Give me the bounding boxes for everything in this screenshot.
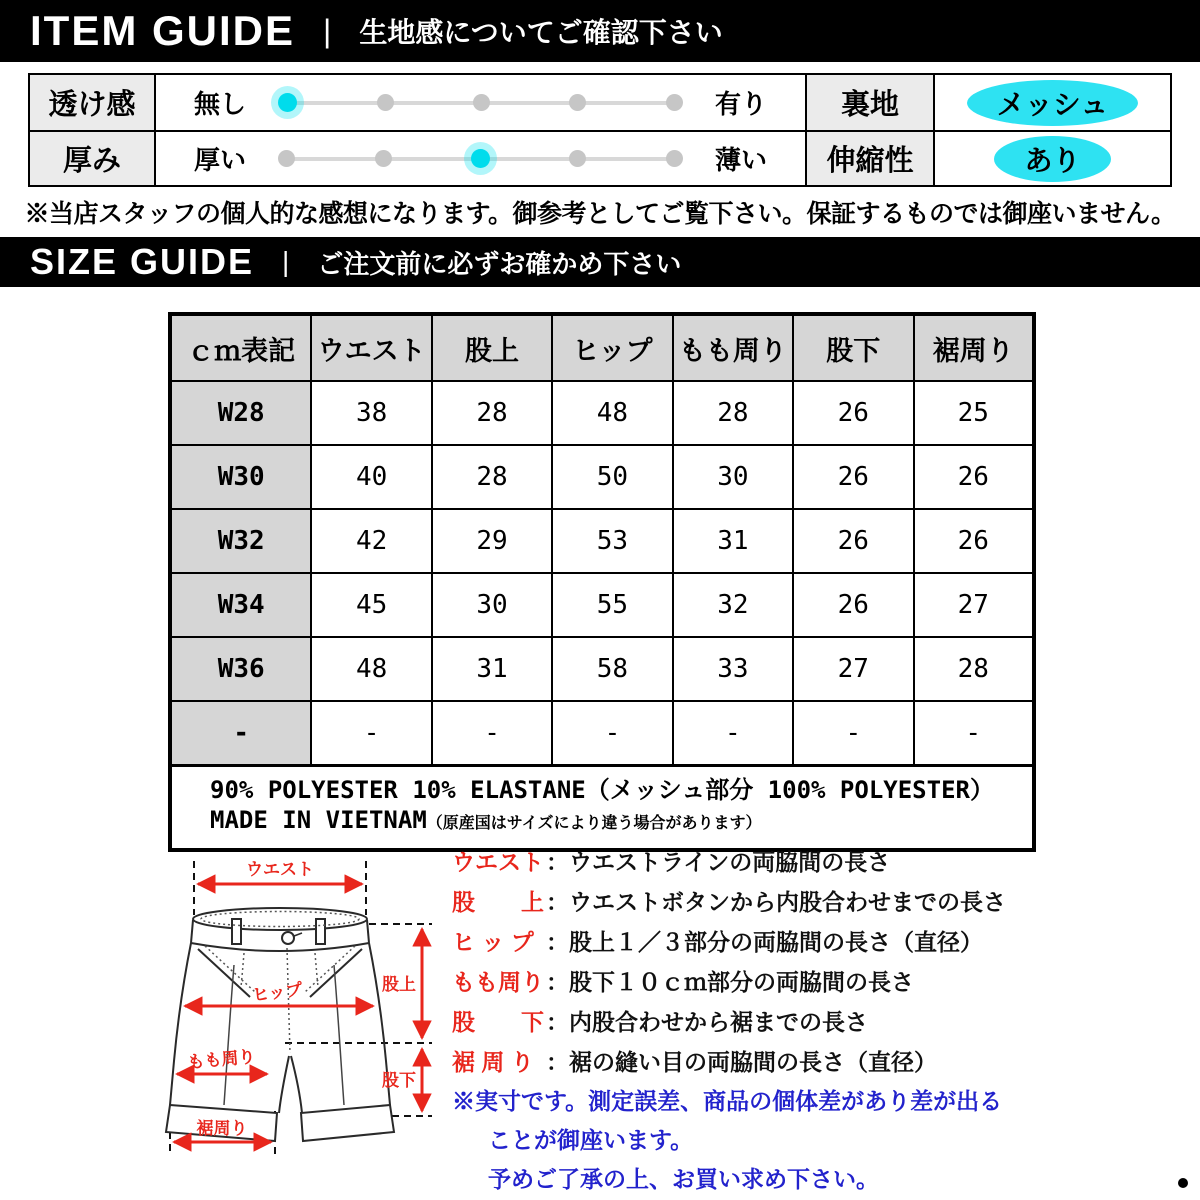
- slider-dot: [278, 150, 295, 167]
- size-row: [170, 445, 1034, 509]
- shorts-outline: [166, 908, 394, 1141]
- size-cell: 28: [673, 381, 793, 445]
- size-cell: 26: [914, 509, 1035, 573]
- shorts-diagram-svg: [148, 853, 460, 1167]
- size-cell: 26: [914, 445, 1035, 509]
- definition-description: ：股上１／３部分の両脇間の長さ（直径）: [546, 929, 983, 955]
- size-row: [170, 509, 1034, 573]
- size-cell: 28: [432, 381, 552, 445]
- size-row-label: W34: [170, 573, 311, 637]
- item-guide-title: ITEM GUIDE: [30, 7, 296, 54]
- size-column-header: もも周り: [673, 314, 793, 381]
- size-cell: 53: [552, 509, 672, 573]
- measurement-definition: [452, 1002, 1158, 1042]
- size-cell: 42: [311, 509, 431, 573]
- size-column-header: 裾周り: [914, 314, 1035, 381]
- attr-label-lining: 裏地: [805, 75, 933, 130]
- diagram-label-hem: 裾周り: [196, 1119, 248, 1138]
- size-cell: -: [914, 701, 1035, 766]
- size-cell: -: [552, 701, 672, 766]
- measurement-definition: [452, 882, 1158, 922]
- size-row: [170, 381, 1034, 445]
- measurement-definition: [452, 1042, 1158, 1082]
- size-column-header: 股上: [432, 314, 552, 381]
- actual-size-disclaimer-line: ※実寸です。測定誤差、商品の個体差があり差が出る: [452, 1088, 1003, 1114]
- attr-value-highlight-lining: メッシュ: [967, 80, 1138, 126]
- size-table-header-row: [170, 314, 1034, 381]
- banner-separator: |: [282, 246, 290, 277]
- size-column-header: 股下: [793, 314, 913, 381]
- scale-left-label: 無し: [194, 89, 247, 119]
- size-cell: 33: [673, 637, 793, 701]
- thickness-scale-row: [154, 130, 805, 185]
- size-cell: 27: [793, 637, 913, 701]
- attr-value-cell-stretch: [933, 130, 1170, 185]
- slider-dot-active: [471, 149, 490, 168]
- attr-value-highlight-stretch: あり: [994, 136, 1110, 182]
- size-guide-title: SIZE GUIDE: [30, 241, 255, 282]
- size-cell: -: [793, 701, 913, 766]
- size-cell: 26: [793, 381, 913, 445]
- diagram-label-thigh: もも周り: [186, 1047, 257, 1072]
- size-cell: -: [432, 701, 552, 766]
- size-guide-banner: [0, 237, 1200, 287]
- size-row-label: W32: [170, 509, 311, 573]
- size-row-label: -: [170, 701, 311, 766]
- measurement-definitions: [452, 842, 1158, 1199]
- size-cell: 32: [673, 573, 793, 637]
- size-column-header: ウエスト: [311, 314, 431, 381]
- slider-dot: [375, 150, 392, 167]
- corner-dot: [1178, 1178, 1188, 1188]
- thickness-scale-slider: [274, 132, 687, 185]
- size-row: [170, 637, 1034, 701]
- diagram-label-inseam: 股下: [382, 1071, 416, 1090]
- definition-term: 股 下: [452, 1009, 544, 1035]
- size-guide-subtitle: ご注文前に必ずお確かめ下さい: [317, 248, 682, 279]
- size-row-label: W36: [170, 637, 311, 701]
- definition-description: ：股下１０ｃｍ部分の両脇間の長さ: [546, 969, 914, 995]
- measurement-definition: [452, 922, 1158, 962]
- scale-right-label: 有り: [714, 89, 767, 119]
- material-composition: 90% POLYESTER 10% ELASTANE（メッシュ部分 100% POLYESTER）: [210, 776, 994, 804]
- size-table-wrap: [168, 312, 1036, 852]
- diagram-label-waist: ウエスト: [246, 860, 314, 879]
- size-cell: 50: [552, 445, 672, 509]
- size-cell: -: [311, 701, 431, 766]
- size-cell: 28: [914, 637, 1035, 701]
- size-cell: 26: [793, 509, 913, 573]
- size-table: [168, 312, 1036, 852]
- slider-dot: [377, 94, 394, 111]
- fabric-row-label-sheerness: 透け感: [30, 75, 154, 130]
- scale-right-label: 薄い: [714, 145, 767, 175]
- size-cell: 45: [311, 573, 431, 637]
- actual-size-disclaimer-line: ことが御座います。: [488, 1127, 694, 1153]
- definition-term: ヒ ッ プ: [452, 929, 534, 955]
- definition-description: ：内股合わせから裾までの長さ: [546, 1009, 868, 1035]
- attr-label-stretch: 伸縮性: [805, 130, 933, 185]
- definition-description: ：裾の縫い目の両脇間の長さ（直径）: [546, 1049, 937, 1075]
- diagram-label-hip: ヒップ: [251, 980, 304, 1006]
- material-row: [170, 766, 1034, 851]
- size-cell: 58: [552, 637, 672, 701]
- diagram-label-rise: 股上: [382, 975, 416, 994]
- measurement-definition: [452, 962, 1158, 1002]
- size-cell: 27: [914, 573, 1035, 637]
- size-cell: 28: [432, 445, 552, 509]
- size-cell: 38: [311, 381, 431, 445]
- size-row-label: W30: [170, 445, 311, 509]
- size-cell: 29: [432, 509, 552, 573]
- size-cell: 30: [673, 445, 793, 509]
- definition-description: ：ウエストラインの両脇間の長さ: [546, 849, 891, 875]
- measurement-definition: [452, 842, 1158, 882]
- definition-term: 裾 周 り: [452, 1049, 534, 1075]
- material-origin-note: （原産国はサイズにより違う場合があります）: [426, 813, 762, 832]
- size-cell: 30: [432, 573, 552, 637]
- definition-term: ウエスト: [452, 849, 544, 875]
- staff-disclaimer-note: ※当店スタッフの個人的な感想になります。御参考としてご覧下さい。保証するものでは御座いません。: [24, 200, 1176, 228]
- fabric-guide-table: [28, 73, 1172, 187]
- definition-term: もも周り: [452, 969, 544, 995]
- definition-term: 股 上: [452, 889, 544, 915]
- item-guide-subtitle: 生地感についてご確認下さい: [359, 17, 723, 48]
- slider-dot: [569, 94, 586, 111]
- material-origin: MADE IN VIETNAM: [210, 806, 427, 834]
- slider-dot-active: [278, 93, 297, 112]
- size-cell: 31: [673, 509, 793, 573]
- attr-value-cell-lining: [933, 75, 1170, 130]
- slider-dot: [666, 94, 683, 111]
- scale-left-label: 厚い: [194, 145, 247, 175]
- shorts-measurement-diagram: [148, 853, 460, 1167]
- size-cell: 55: [552, 573, 672, 637]
- size-cell: 26: [793, 573, 913, 637]
- slider-dot: [473, 94, 490, 111]
- sheerness-scale-slider: [274, 75, 687, 130]
- size-cell: 48: [552, 381, 672, 445]
- material-info: [210, 775, 994, 838]
- size-column-header: ｃｍ表記: [170, 314, 311, 381]
- size-cell: 25: [914, 381, 1035, 445]
- size-cell: 40: [311, 445, 431, 509]
- size-cell: -: [673, 701, 793, 766]
- size-column-header: ヒップ: [552, 314, 672, 381]
- size-row-label: W28: [170, 381, 311, 445]
- size-cell: 48: [311, 637, 431, 701]
- fabric-row-label-thickness: 厚み: [30, 130, 154, 185]
- actual-size-disclaimer-line: 予めご了承の上、お買い求め下さい。: [488, 1166, 879, 1192]
- banner-separator: |: [323, 12, 332, 49]
- slider-dot: [666, 150, 683, 167]
- size-row: [170, 701, 1034, 766]
- slider-dot: [569, 150, 586, 167]
- definition-description: ：ウエストボタンから内股合わせまでの長さ: [546, 889, 1006, 915]
- size-cell: 26: [793, 445, 913, 509]
- size-row: [170, 573, 1034, 637]
- item-guide-banner: [0, 0, 1200, 62]
- size-cell: 31: [432, 637, 552, 701]
- sheerness-scale-row: [154, 75, 805, 130]
